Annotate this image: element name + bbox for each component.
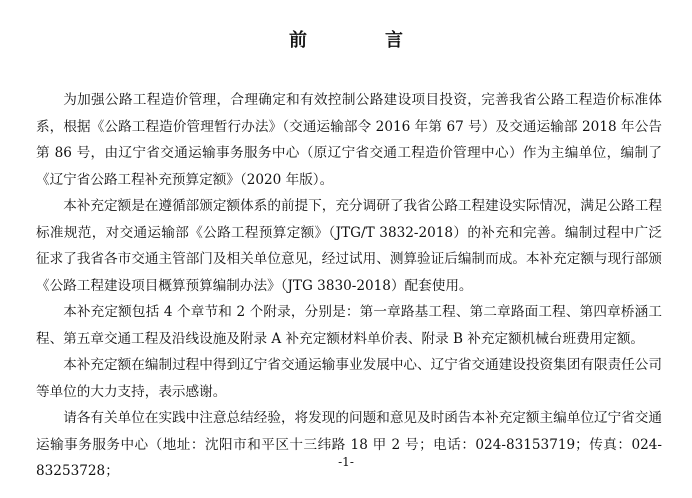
- paragraph-purpose: 为加强公路工程造价管理，合理确定和有效控制公路建设项目投资，完善我省公路工程造价标准体系，根据《公路工程造价管理暂行办法》（交通运输部令 2016 年第 67 号）及交通运输部 2018 年公告第 86 号，由辽宁省交通运输事务服务中心（原辽宁省交通工程造价管理中心）作为主编单位，编制了《辽宁省公路工程补充预算定额》（2020 年版）。: [36, 92, 662, 188]
- paragraph-contents: 本补充定额包括 4 个章节和 2 个附录，分别是：第一章路基工程、第二章路面工程、第四章桥涵工程、第五章交通工程及沿线设施及附录 A 补充定额材料单价表、附录 B 补充定额机械台班费用定额。: [36, 304, 662, 347]
- paragraph-acknowledgement: 本补充定额在编制过程中得到辽宁省交通运输事业发展中心、辽宁省交通建设投资集团有限责任公司等单位的大力支持，表示感谢。: [36, 357, 662, 400]
- document-body: [36, 87, 662, 485]
- page-title: 前 言: [289, 30, 433, 51]
- page-number: -1-: [338, 455, 354, 469]
- paragraph-feedback: 请各有关单位在实践中注意总结经验，将发现的问题和意见及时函告本补充定额主编单位辽宁省交通运输事务服务中心（地址：沈阳市和平区十三纬路 18 甲 2 号；电话：024-83153719；传真：024-83253728；: [36, 410, 662, 479]
- paragraph-basis: 本补充定额是在遵循部颁定额体系的前提下，充分调研了我省公路工程建设实际情况，满足公路工程标准规范，对交通运输部《公路工程预算定额》（JTG/T 3832-2018）的补充和完善。编制过程中广泛征求了我省各市交通主管部门及相关单位意见，经过试用、测算验证后编制而成。本补充定额与现行部颁《公路工程建设项目概算预算编制办法》（JTG 3830-2018）配套使用。: [36, 198, 662, 294]
